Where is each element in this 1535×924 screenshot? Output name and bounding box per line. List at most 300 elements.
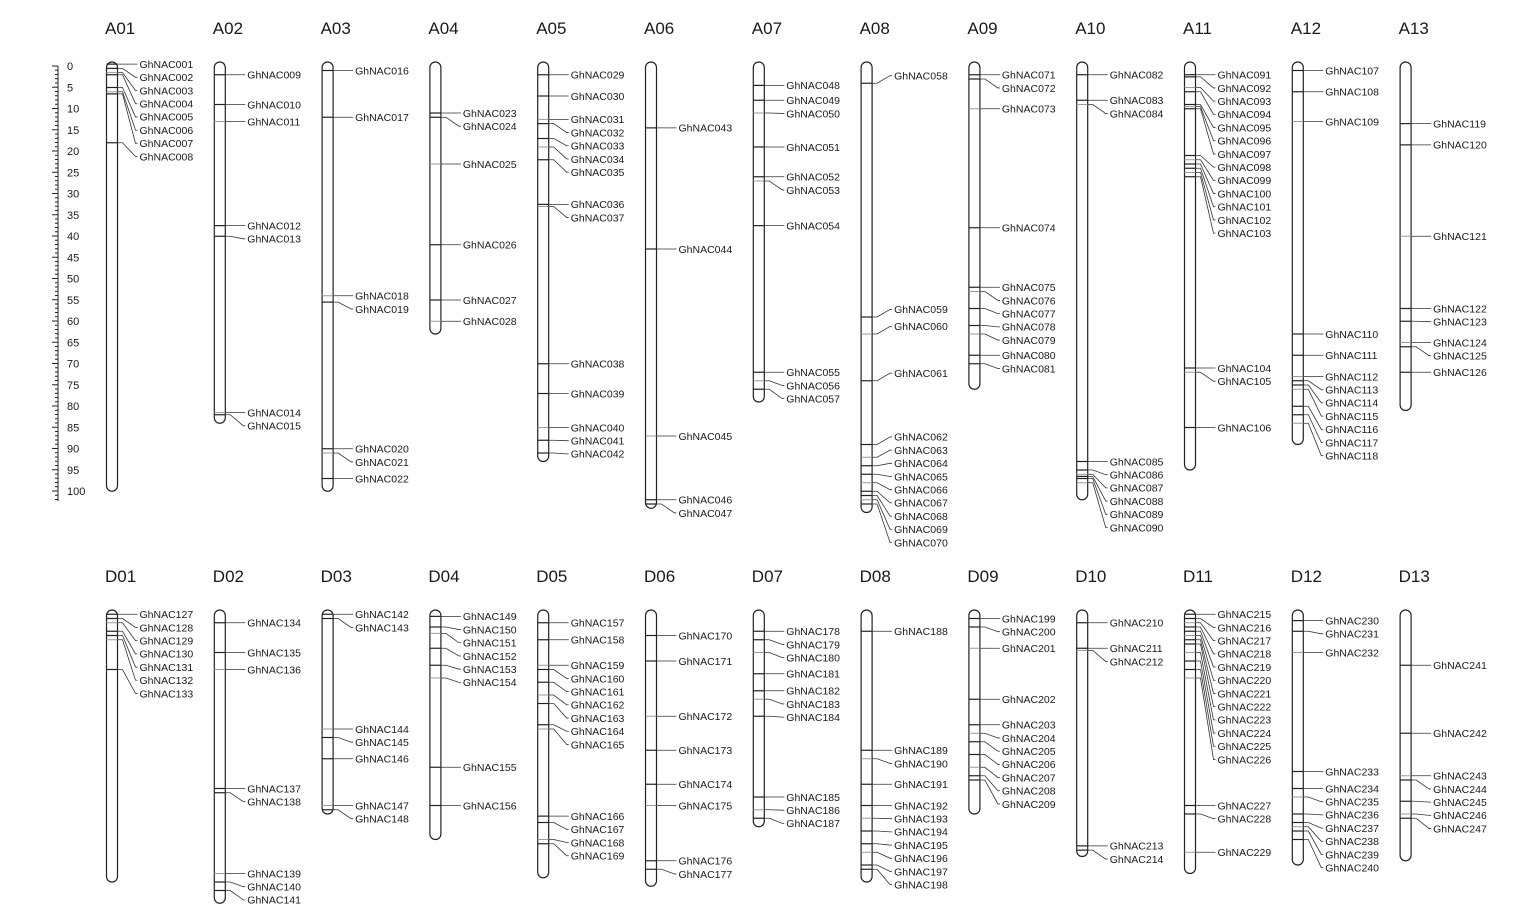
gene-label: GhNAC243	[1433, 770, 1487, 783]
gene-label: GhNAC116	[1325, 424, 1379, 437]
gene-label: GhNAC020	[355, 443, 409, 456]
gene-leader-line	[1088, 479, 1108, 515]
gene-leader-line	[872, 326, 892, 334]
gene-leader-line	[1088, 105, 1108, 114]
gene-label: GhNAC169	[570, 850, 625, 863]
chromosome-body	[322, 62, 333, 491]
gene-leader-line	[1196, 105, 1216, 128]
gene-label: GhNAC077	[1001, 308, 1056, 321]
gene-label: GhNAC234	[1325, 783, 1380, 796]
gene-label: GhNAC054	[786, 220, 841, 233]
gene-leader-line	[1196, 168, 1216, 207]
gene-label: GhNAC111	[1325, 350, 1378, 363]
chromosome-label: A01	[105, 19, 136, 38]
gene-label: GhNAC180	[786, 652, 841, 665]
gene-leader-line	[1196, 156, 1216, 168]
chromosome-label: A04	[428, 19, 459, 38]
gene-label: GhNAC153	[462, 663, 517, 676]
gene-leader-line	[872, 865, 892, 872]
gene-label: GhNAC141	[247, 894, 302, 907]
gene-leader-line	[1088, 483, 1108, 528]
chromosome-body	[1185, 610, 1196, 874]
gene-label: GhNAC028	[462, 316, 517, 329]
gene-leader-line	[872, 831, 892, 832]
chromosome-body	[214, 62, 225, 423]
gene-label: GhNAC131	[139, 661, 194, 674]
gene-label: GhNAC152	[462, 650, 517, 663]
gene-label: GhNAC055	[786, 367, 841, 380]
gene-label: GhNAC100	[1217, 188, 1272, 201]
gene-label: GhNAC034	[570, 153, 625, 166]
gene-label: GhNAC108	[1325, 86, 1380, 99]
gene-label: GhNAC175	[678, 800, 733, 813]
gene-label: GhNAC022	[355, 473, 409, 486]
gene-leader-line	[872, 309, 892, 317]
gene-leader-line	[764, 653, 784, 658]
gene-label: GhNAC027	[462, 294, 517, 307]
gene-leader-line	[225, 793, 245, 802]
gene-label: GhNAC076	[1001, 295, 1056, 308]
gene-leader-line	[872, 844, 892, 845]
scale-label: 45	[67, 252, 80, 265]
gene-label: GhNAC102	[1217, 214, 1272, 227]
gene-leader-line	[1303, 631, 1323, 634]
gene-label: GhNAC091	[1217, 69, 1272, 82]
scale-label: 65	[67, 337, 80, 350]
gene-label: GhNAC072	[1001, 82, 1056, 95]
gene-label: GhNAC145	[355, 737, 409, 749]
gene-label: GhNAC238	[1325, 836, 1380, 849]
chromosome-d01	[105, 567, 193, 882]
gene-label: GhNAC236	[1325, 809, 1380, 822]
gene-leader-line	[872, 450, 892, 457]
gene-leader-line	[549, 207, 569, 218]
chromosome-label: D09	[967, 567, 999, 586]
gene-label: GhNAC198	[894, 879, 948, 892]
gene-label: GhNAC063	[894, 444, 948, 457]
gene-label: GhNAC168	[570, 837, 625, 850]
gene-leader-line	[1196, 173, 1216, 220]
gene-leader-line	[1196, 372, 1216, 381]
gene-label: GhNAC187	[786, 818, 841, 831]
gene-label: GhNAC216	[1217, 622, 1272, 635]
gene-label: GhNAC193	[894, 813, 948, 826]
chromosome-label: D12	[1290, 567, 1322, 586]
gene-label: GhNAC065	[894, 471, 948, 484]
gene-label: GhNAC244	[1433, 783, 1487, 796]
gene-label: GhNAC094	[1217, 109, 1272, 122]
chromosome-body	[1185, 62, 1196, 470]
gene-leader-line	[549, 453, 569, 454]
gene-label: GhNAC007	[139, 138, 194, 151]
gene-leader-line	[549, 823, 569, 830]
gene-label: GhNAC242	[1433, 728, 1487, 741]
gene-label: GhNAC222	[1217, 701, 1272, 714]
chromosome-d03	[321, 567, 409, 826]
chromosome-a12	[1291, 19, 1379, 463]
gene-leader-line	[441, 665, 461, 669]
gene-label: GhNAC109	[1325, 116, 1380, 129]
gene-leader-line	[980, 334, 1000, 340]
gene-leader-line	[549, 682, 569, 691]
gene-label: GhNAC127	[139, 609, 194, 622]
gene-label: GhNAC215	[1217, 609, 1272, 622]
gene-label: GhNAC166	[570, 810, 625, 823]
scale-label: 0	[67, 61, 74, 73]
gene-leader-line	[872, 437, 892, 445]
gene-leader-line	[872, 496, 892, 517]
gene-label: GhNAC162	[570, 699, 625, 712]
gene-label: GhNAC126	[1433, 367, 1487, 380]
gene-label: GhNAC133	[139, 688, 194, 701]
gene-label: GhNAC086	[1109, 469, 1164, 482]
gene-label: GhNAC206	[1001, 759, 1056, 772]
gene-leader-line	[980, 364, 1000, 369]
gene-label: GhNAC079	[1001, 334, 1056, 347]
gene-leader-line	[980, 627, 1000, 632]
chromosome-d10	[1075, 567, 1163, 866]
gene-label: GhNAC204	[1001, 732, 1056, 745]
scale-label: 30	[67, 188, 80, 201]
gene-leader-line	[549, 160, 569, 172]
gene-label: GhNAC071	[1001, 69, 1056, 82]
gene-label: GhNAC087	[1109, 482, 1164, 495]
gene-leader-line	[118, 670, 138, 694]
gene-leader-line	[549, 840, 569, 843]
gene-label: GhNAC227	[1217, 800, 1272, 813]
scale-label: 75	[67, 379, 80, 392]
gene-label: GhNAC008	[139, 151, 194, 164]
gene-leader-line	[549, 147, 569, 159]
gene-label: GhNAC120	[1433, 139, 1487, 152]
gene-label: GhNAC225	[1217, 741, 1272, 754]
gene-label: GhNAC221	[1217, 688, 1272, 701]
gene-leader-line	[980, 292, 1000, 301]
gene-label: GhNAC078	[1001, 321, 1056, 334]
gene-leader-line	[872, 474, 892, 476]
gene-label: GhNAC117	[1325, 437, 1379, 450]
chromosome-label: D06	[644, 567, 676, 586]
scale-label: 80	[67, 401, 80, 413]
gene-label: GhNAC181	[786, 668, 841, 681]
gene-leader-line	[872, 852, 892, 858]
chromosome-d11	[1183, 567, 1271, 874]
gene-label: GhNAC088	[1109, 495, 1164, 508]
gene-label: GhNAC217	[1217, 635, 1272, 648]
gene-label: GhNAC186	[786, 805, 841, 817]
gene-label: GhNAC134	[247, 617, 302, 630]
gene-label: GhNAC235	[1325, 796, 1380, 809]
gene-leader-line	[1088, 850, 1108, 859]
gene-label: GhNAC032	[570, 127, 625, 140]
gene-label: GhNAC174	[678, 779, 733, 792]
gene-label: GhNAC209	[1001, 798, 1056, 811]
gene-leader-line	[764, 818, 784, 823]
gene-label: GhNAC096	[1217, 135, 1272, 148]
gene-label: GhNAC147	[355, 800, 409, 813]
gene-label: GhNAC146	[355, 753, 409, 766]
gene-label: GhNAC001	[139, 58, 194, 71]
gene-label: GhNAC170	[678, 630, 733, 643]
gene-label: GhNAC050	[786, 108, 841, 121]
chromosome-body	[107, 610, 118, 882]
gene-leader-line	[1303, 389, 1323, 416]
chromosome-label: D07	[751, 567, 783, 586]
chromosome-a13	[1399, 19, 1487, 411]
scale-label: 25	[67, 167, 80, 180]
gene-label: GhNAC092	[1217, 82, 1272, 95]
gene-label: GhNAC121	[1433, 231, 1487, 244]
gene-label: GhNAC049	[786, 95, 841, 108]
gene-label: GhNAC004	[139, 98, 194, 111]
gene-label: GhNAC037	[570, 212, 625, 225]
scale-label: 10	[67, 103, 80, 116]
gene-label: GhNAC155	[462, 762, 517, 775]
gene-label: GhNAC154	[462, 677, 517, 690]
chromosome-body	[753, 610, 764, 827]
gene-label: GhNAC113	[1325, 384, 1379, 397]
gene-leader-line	[872, 491, 892, 503]
gene-label: GhNAC068	[894, 510, 948, 523]
gene-label: GhNAC043	[678, 122, 733, 135]
chromosome-d02	[213, 567, 301, 907]
scale-bar	[52, 61, 85, 501]
chromosome-label: A07	[751, 19, 783, 38]
gene-label: GhNAC009	[247, 69, 302, 82]
gene-label: GhNAC048	[786, 80, 841, 93]
gene-label: GhNAC124	[1433, 337, 1487, 350]
gene-label: GhNAC023	[462, 107, 517, 120]
gene-label: GhNAC040	[570, 422, 625, 435]
gene-leader-line	[441, 648, 461, 656]
gene-label: GhNAC014	[247, 407, 302, 420]
gene-label: GhNAC188	[894, 626, 948, 639]
gene-label: GhNAC213	[1109, 840, 1164, 853]
scale-label: 20	[67, 146, 80, 158]
gene-label: GhNAC163	[570, 712, 625, 725]
gene-label: GhNAC199	[1001, 613, 1056, 626]
gene-label: GhNAC104	[1217, 362, 1272, 375]
gene-leader-line	[980, 326, 1000, 327]
chromosome-d12	[1291, 567, 1379, 875]
gene-label: GhNAC013	[247, 233, 302, 246]
gene-label: GhNAC129	[139, 635, 194, 648]
gene-label: GhNAC136	[247, 664, 302, 677]
gene-leader-line	[1196, 636, 1216, 681]
gene-label: GhNAC070	[894, 537, 948, 550]
scale-label: 35	[67, 209, 80, 222]
gene-leader-line	[333, 453, 353, 462]
gene-label: GhNAC229	[1217, 847, 1272, 860]
gene-label: GhNAC029	[570, 69, 625, 82]
gene-label: GhNAC183	[786, 698, 841, 711]
chromosome-body	[430, 62, 441, 334]
gene-label: GhNAC118	[1325, 450, 1379, 463]
gene-label: GhNAC201	[1001, 643, 1056, 656]
gene-label: GhNAC019	[355, 303, 409, 316]
gene-label: GhNAC245	[1433, 796, 1487, 809]
chromosome-body	[538, 610, 549, 878]
chromosome-body	[1400, 610, 1411, 861]
gene-label: GhNAC101	[1217, 201, 1272, 214]
gene-label: GhNAC024	[462, 121, 517, 133]
gene-label: GhNAC177	[678, 868, 733, 881]
gene-label: GhNAC038	[570, 358, 625, 371]
gene-leader-line	[764, 389, 784, 398]
gene-label: GhNAC212	[1109, 656, 1164, 669]
chromosome-label: A13	[1398, 19, 1429, 38]
chromosome-label: A06	[644, 19, 675, 38]
gene-label: GhNAC039	[570, 388, 625, 401]
gene-label: GhNAC232	[1325, 647, 1380, 660]
gene-label: GhNAC082	[1109, 69, 1164, 82]
chromosome-a06	[644, 19, 732, 520]
gene-leader-line	[872, 463, 892, 465]
gene-leader-line	[872, 373, 892, 381]
gene-leader-line	[118, 640, 138, 681]
gene-label: GhNAC138	[247, 796, 302, 809]
gene-label: GhNAC239	[1325, 849, 1380, 862]
gene-label: GhNAC033	[570, 140, 625, 153]
gene-leader-line	[980, 79, 1000, 88]
gene-leader-line	[980, 742, 1000, 751]
gene-label: GhNAC167	[570, 824, 625, 837]
gene-leader-line	[333, 810, 353, 819]
scale-label: 60	[67, 316, 80, 328]
gene-label: GhNAC161	[570, 686, 625, 699]
scale-label: 15	[67, 124, 80, 137]
gene-label: GhNAC192	[894, 800, 948, 813]
gene-leader-line	[980, 780, 1000, 804]
gene-leader-line	[764, 716, 784, 717]
gene-label: GhNAC231	[1325, 628, 1380, 641]
gene-label: GhNAC233	[1325, 766, 1380, 779]
gene-leader-line	[441, 633, 461, 642]
chromosome-body	[646, 62, 657, 508]
chromosome-body	[1077, 62, 1088, 500]
gene-label: GhNAC130	[139, 648, 194, 661]
gene-leader-line	[1196, 107, 1216, 141]
gene-label: GhNAC149	[462, 611, 517, 624]
gene-label: GhNAC107	[1325, 65, 1380, 78]
gene-leader-line	[549, 725, 569, 732]
chromosome-label: A08	[859, 19, 890, 38]
chromosome-label: D02	[212, 567, 244, 586]
gene-leader-line	[1411, 814, 1431, 815]
scale-label: 85	[67, 422, 80, 435]
gene-leader-line	[333, 302, 353, 309]
gene-label: GhNAC196	[894, 853, 948, 866]
gene-label: GhNAC074	[1001, 222, 1056, 235]
gene-leader-line	[980, 309, 1000, 314]
gene-leader-line	[225, 236, 245, 239]
chromosome-body	[1077, 610, 1088, 857]
chromosome-body	[538, 62, 549, 462]
gene-leader-line	[118, 92, 138, 130]
scale-label: 50	[67, 273, 80, 286]
chromosome-a03	[321, 19, 409, 491]
gene-label: GhNAC056	[786, 380, 841, 393]
gene-leader-line	[225, 882, 245, 887]
gene-label: GhNAC219	[1217, 661, 1272, 674]
gene-leader-line	[1411, 801, 1431, 802]
gene-label: GhNAC115	[1325, 410, 1379, 423]
gene-leader-line	[872, 869, 892, 884]
gene-label: GhNAC081	[1001, 363, 1056, 376]
chromosome-a09	[967, 19, 1055, 389]
gene-label: GhNAC047	[678, 507, 733, 520]
gene-label: GhNAC036	[570, 199, 625, 212]
gene-label: GhNAC159	[570, 660, 625, 673]
scale-label: 55	[67, 294, 80, 307]
gene-leader-line	[657, 869, 677, 874]
gene-leader-line	[1303, 823, 1323, 829]
gene-label: GhNAC010	[247, 99, 302, 112]
gene-label: GhNAC223	[1217, 714, 1272, 727]
chromosome-a10	[1075, 19, 1163, 534]
gene-label: GhNAC224	[1217, 727, 1272, 740]
gene-label: GhNAC073	[1001, 103, 1056, 116]
gene-label: GhNAC005	[139, 111, 194, 124]
gene-label: GhNAC210	[1109, 617, 1164, 630]
chromosome-label: D05	[536, 567, 568, 586]
gene-leader-line	[1303, 797, 1323, 802]
gene-leader-line	[764, 640, 784, 645]
chromosome-d13	[1399, 567, 1487, 861]
gene-label: GhNAC051	[786, 141, 841, 154]
gene-leader-line	[1196, 88, 1216, 102]
gene-label: GhNAC214	[1109, 853, 1164, 866]
scale-label: 100	[67, 486, 86, 498]
gene-label: GhNAC203	[1001, 719, 1056, 732]
chromosome-label: D11	[1183, 567, 1213, 586]
gene-label: GhNAC226	[1217, 754, 1272, 767]
gene-label: GhNAC164	[570, 726, 625, 739]
scale-label: 40	[67, 231, 80, 243]
gene-leader-line	[333, 619, 353, 628]
gene-leader-line	[1303, 415, 1323, 443]
chromosome-label: D08	[859, 567, 891, 586]
gene-label: GhNAC194	[894, 826, 948, 839]
gene-leader-line	[1411, 818, 1431, 828]
chromosome-label: A02	[212, 19, 244, 38]
gene-label: GhNAC003	[139, 85, 194, 98]
gene-label: GhNAC185	[786, 791, 841, 804]
gene-leader-line	[1196, 814, 1216, 819]
gene-label: GhNAC085	[1109, 456, 1164, 469]
chromosome-layer	[105, 19, 1487, 907]
gene-leader-line	[441, 117, 461, 126]
gene-leader-line	[549, 139, 569, 146]
gene-label: GhNAC052	[786, 171, 841, 184]
gene-label: GhNAC069	[894, 524, 948, 537]
gene-label: GhNAC095	[1217, 122, 1272, 135]
chromosome-body	[322, 610, 333, 814]
gene-label: GhNAC044	[678, 243, 733, 256]
gene-label: GhNAC137	[247, 783, 302, 796]
gene-label: GhNAC218	[1217, 648, 1272, 661]
gene-leader-line	[764, 181, 784, 190]
chromosome-a11	[1183, 19, 1271, 470]
gene-label: GhNAC230	[1325, 615, 1380, 628]
gene-label: GhNAC030	[570, 90, 625, 103]
gene-label: GhNAC075	[1001, 282, 1056, 295]
chromosome-label: D01	[105, 567, 137, 586]
gene-label: GhNAC128	[139, 622, 194, 635]
gene-label: GhNAC247	[1433, 823, 1487, 836]
chromosome-label: D13	[1398, 567, 1430, 586]
gene-leader-line	[872, 76, 892, 84]
